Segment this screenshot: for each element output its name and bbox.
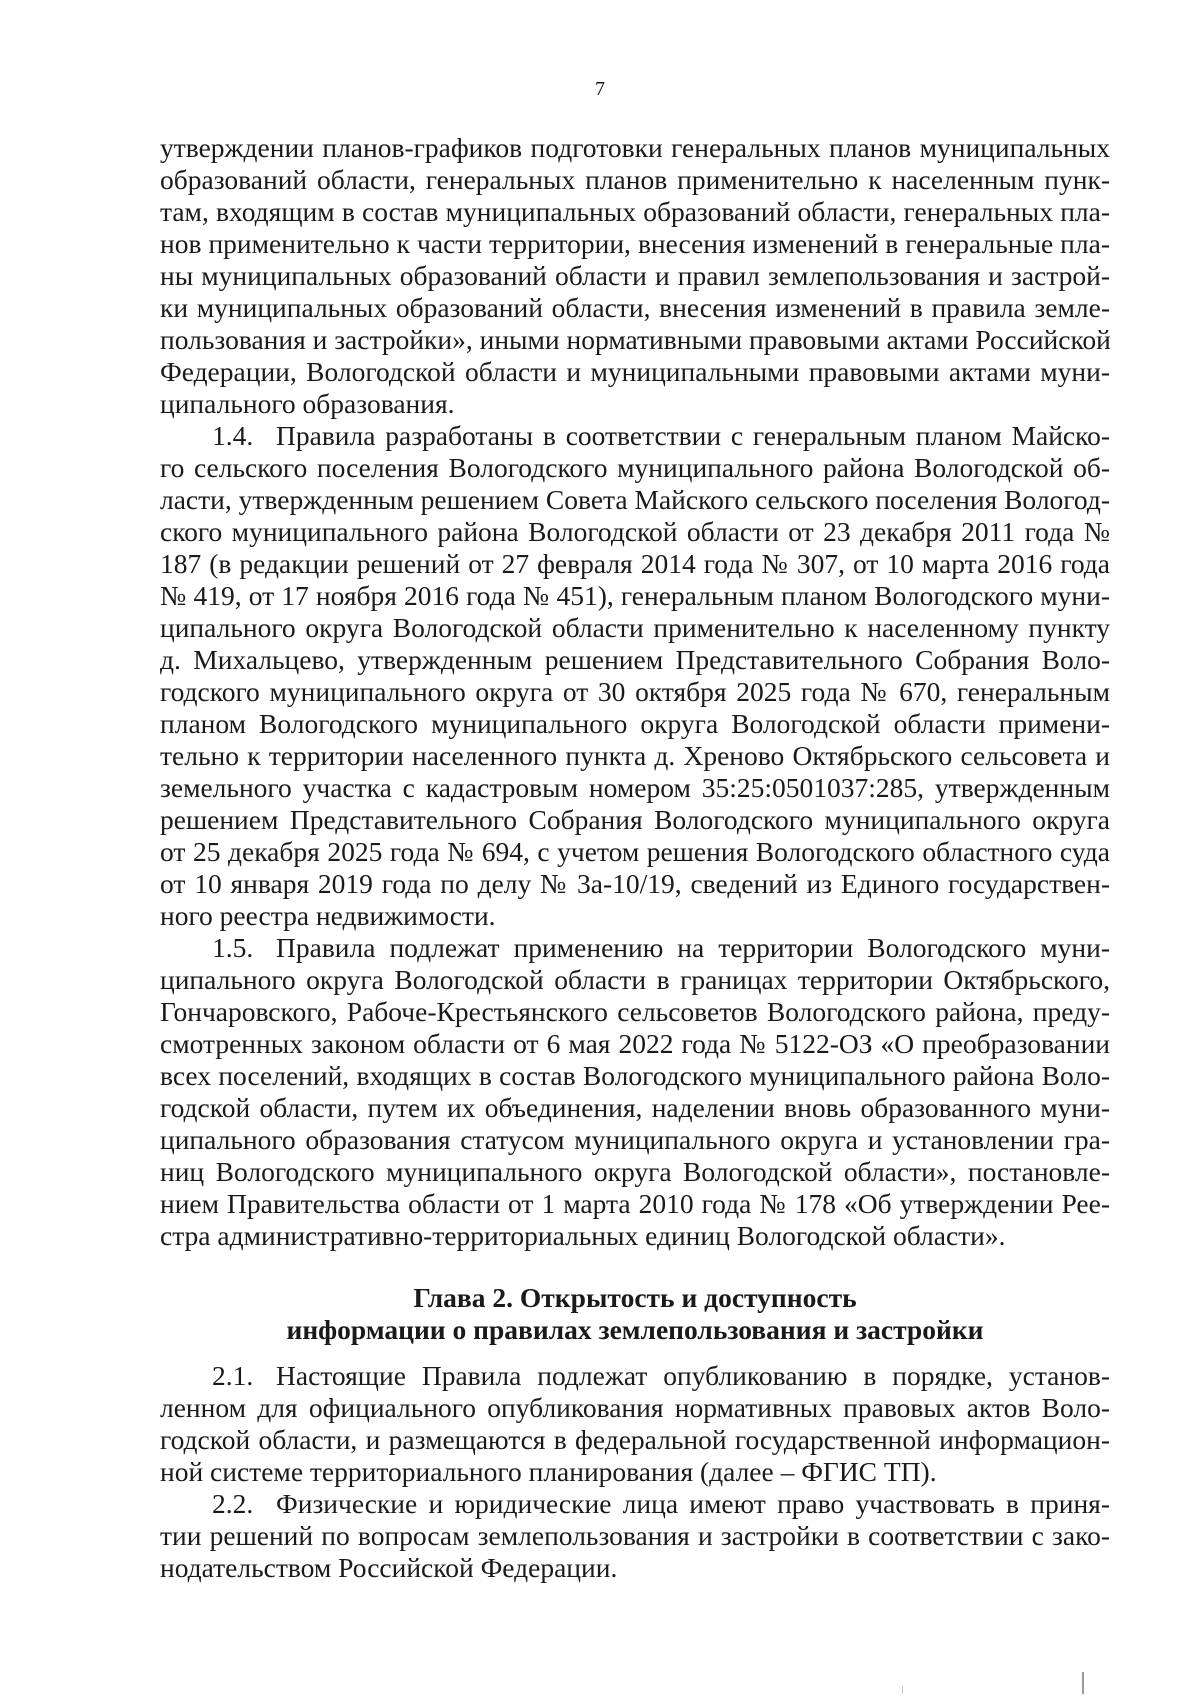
paragraph-text: Физические и юридические лица имеют право участвовать в приня- <box>276 1488 1110 1519</box>
text-line: там, входящим в состав муниципальных образований области, генеральных пла- <box>160 196 1110 227</box>
chapter-title-line-1: Глава 2. Открытость и доступность <box>413 1282 857 1313</box>
text-line: тельно к территории населенного пункта д. Хреново Октябрьского сельсовета и <box>160 740 1110 771</box>
text-line: пользования и застройки», иными нормативными правовыми актами Российской <box>160 324 1111 355</box>
text-line: ципального округа Вологодской области применительно к населенному пункту <box>160 612 1110 643</box>
text-line: смотренных законом области от 6 мая 2022 года № 5122-ОЗ «О преобразовании <box>160 1028 1110 1059</box>
text-line: утверждении планов-графиков подготовки генеральных планов муниципальных <box>160 132 1110 163</box>
text-line: стра административно-территориальных единиц Вологодской области». <box>160 1220 1006 1251</box>
paragraph-first-line <box>212 1488 1110 1520</box>
text-line: д. Михальцево, утвержденным решением Представительного Собрания Воло- <box>160 644 1110 675</box>
text-line: земельного участка с кадастровым номером 35:25:0501037:285, утвержденным <box>160 772 1110 803</box>
chapter-title-line-2: информации о правилах землепользования и застройки <box>286 1314 984 1345</box>
scan-artifact <box>902 1686 903 1694</box>
paragraph-number: 1.4. <box>212 420 254 451</box>
text-line: ленном для официального опубликования нормативных правовых актов Воло- <box>160 1392 1110 1423</box>
paragraph-number: 1.5. <box>212 932 254 963</box>
text-line: Гончаровского, Рабоче-Крестьянского сельсоветов Вологодского района, преду- <box>160 996 1110 1027</box>
text-line: № 419, от 17 ноября 2016 года № 451), генеральным планом Вологодского муни- <box>160 580 1110 611</box>
text-line: нов применительно к части территории, внесения изменений в генеральные пла- <box>160 228 1110 259</box>
text-line: нием Правительства области от 1 марта 2010 года № 178 «Об утверждении Рее- <box>160 1188 1110 1219</box>
text-line: ципального образования. <box>160 388 455 419</box>
paragraph-first-line <box>212 932 1110 964</box>
text-line: го сельского поселения Вологодского муниципального района Вологодской об- <box>160 452 1110 483</box>
text-line: от 10 января 2019 года по делу № 3а-10/19, сведений из Единого государствен- <box>160 868 1110 899</box>
text-line: 187 (в редакции решений от 27 февраля 2014 года № 307, от 10 марта 2016 года <box>160 548 1110 579</box>
paragraph-number: 2.1. <box>212 1360 254 1391</box>
text-line: Федерации, Вологодской области и муниципальными правовыми актами муни- <box>160 356 1110 387</box>
text-line: ского муниципального района Вологодской области от 23 декабря 2011 года № <box>160 516 1110 547</box>
text-line: ной системе территориального планирования (далее – ФГИС ТП). <box>160 1456 937 1487</box>
text-line: годского муниципального округа от 30 октября 2025 года № 670, генеральным <box>160 676 1110 707</box>
paragraph-number: 2.2. <box>212 1488 254 1519</box>
text-line: ципального образования статусом муниципального округа и установлении гра- <box>160 1124 1110 1155</box>
text-line: от 25 декабря 2025 года № 694, с учетом решения Вологодского областного суда <box>160 836 1110 867</box>
text-line: ны муниципальных образований области и правил землепользования и застрой- <box>160 260 1110 291</box>
scan-artifact <box>1082 1672 1084 1694</box>
text-line: нодательством Российской Федерации. <box>160 1552 618 1583</box>
text-line: годской области, путем их объединения, наделении вновь образованного муни- <box>160 1092 1110 1123</box>
paragraph-text: Правила подлежат применению на территории Вологодского муни- <box>276 932 1110 963</box>
text-line: ниц Вологодского муниципального округа Вологодской области», постановле- <box>160 1156 1110 1187</box>
text-line: тии решений по вопросам землепользования и застройки в соответствии с зако- <box>160 1520 1110 1551</box>
paragraph-first-line <box>212 1360 1110 1392</box>
text-line: решением Представительного Собрания Вологодского муниципального округа <box>160 804 1110 835</box>
text-line: ципального округа Вологодской области в границах территории Октябрьского, <box>160 964 1110 995</box>
paragraph-text: Правила разработаны в соответствии с генеральным планом Майско- <box>276 420 1110 451</box>
text-line: образований области, генеральных планов применительно к населенным пунк- <box>160 164 1110 195</box>
text-line: ки муниципальных образований области, внесения изменений в правила земле- <box>160 292 1110 323</box>
paragraph-first-line <box>212 420 1110 452</box>
text-line: всех поселений, входящих в состав Вологодского муниципального района Воло- <box>160 1060 1110 1091</box>
paragraph-text: Настоящие Правила подлежат опубликованию в порядке, установ- <box>276 1360 1110 1391</box>
text-line: планом Вологодского муниципального округа Вологодской области примени- <box>160 708 1110 739</box>
page-number: 7 <box>595 78 605 100</box>
text-line: ного реестра недвижимости. <box>160 900 496 931</box>
text-line: ласти, утвержденным решением Совета Майского сельского поселения Вологод- <box>160 484 1110 515</box>
text-line: годской области, и размещаются в федеральной государственной информацион- <box>160 1424 1110 1455</box>
